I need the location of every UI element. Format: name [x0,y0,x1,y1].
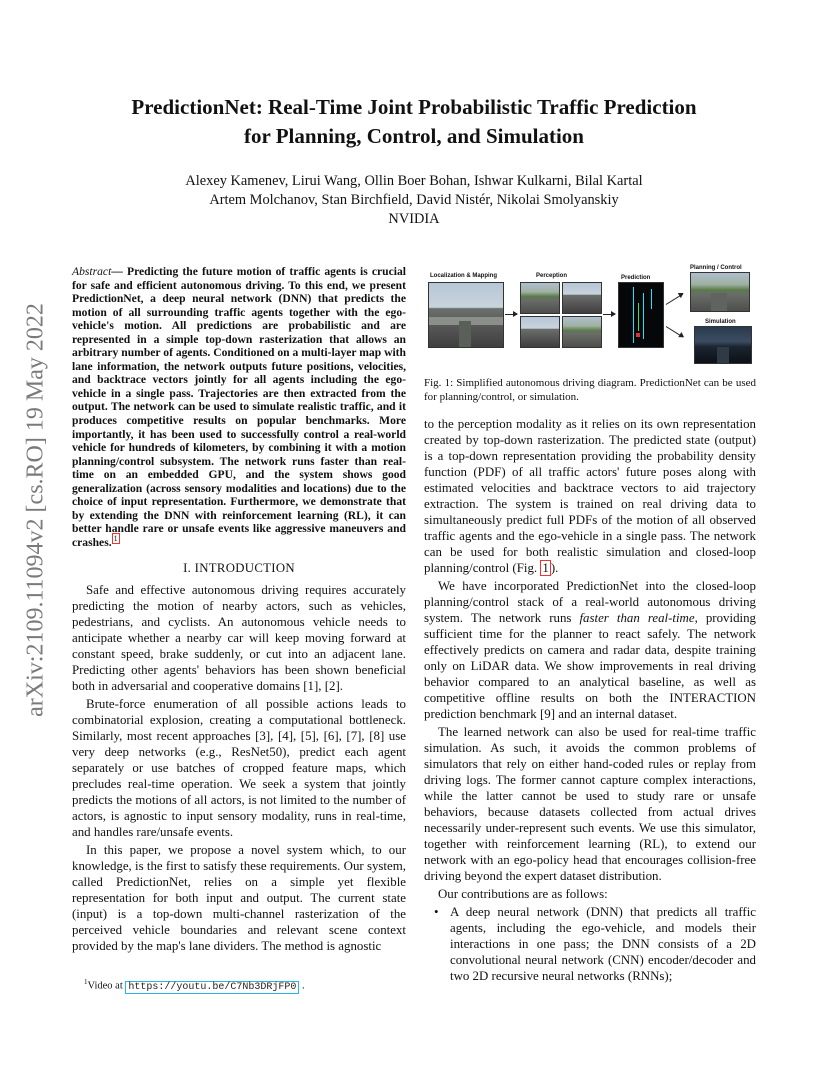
label-simulation: Simulation [705,319,736,325]
perception-image-1 [520,282,560,314]
paper-title [60,93,768,151]
planning-control-image [690,272,750,312]
contribution-1-text: A deep neural network (DNN) that predicts all traffic agents, including the ego-vehicle, and models their interactions in one pass; the DNN consists of a 2D convolutional neural network (CNN) encoder/decoder and two 2D recursive neural networks (RNNs); [450,905,756,983]
arxiv-stamp-text: arXiv:2109.11094v2 [cs.RO] 19 May 2022 [22,303,49,717]
perception-image-4 [562,316,602,348]
footnote-mark: 1 [84,978,88,986]
prediction-trajectory-2 [643,293,644,339]
right-paragraph-1 [424,416,756,576]
right-p1-text: to the perception modality as it relies on its own representation created by top-down rasterization. The predicted state (output) is a top-down representation providing the probability density function (PDF) of all traffic actors' future poses along with estimated velocities and backtrace vectors to aid trajectory extraction. The system is trained on real driving data to simultaneously predict full PDFs of the motion of all observed traffic agents and the ego-vehicle in a single pass. The network can be used for both realistic simulation and closed-loop planning/control (Fig. [424,417,756,575]
footnote-video-link[interactable]: https://youtu.be/C7Nb3DRjFP0 [125,981,299,994]
title-line-2: for Planning, Control, and Simulation [244,124,584,148]
right-column [424,264,756,984]
authors-line-1: Alexey Kamenev, Lirui Wang, Ollin Boer Bohan, Ishwar Kulkarni, Bilal Kartal [185,173,643,189]
footnote-prefix: Video at [87,980,123,992]
abstract-text: Predicting the future motion of traffic agents is crucial for safe and efficient autonomous driving. To this end, we present PredictionNet, a deep neural network (DNN) that predicts the motion of all surrounding traffic agents together with the ego-vehicle's motion. All predictions are probabilistic and are represented in a simple top-down rasterization that allows an arbitrary number of agents. Conditioned on a multi-layer map with lane information, the network outputs future positions, velocities, and backtrace vectors jointly for all agents including the ego-vehicle in a single pass. Trajectories are then extracted from the output. The network can be used to simulate realistic traffic, and it produces competitive results on popular benchmarks. More importantly, it has been used to successfully control a real-world vehicle for hundreds of kilometers, by combining it with a motion planning/control subsystem. The network runs faster than real-time on an embedded GPU, and the system shows good generalization (across sensory modalities and locations) due to the choice of input representation. Furthermore, we demonstrate that by extending the DNN with reinforcement learning (RL), it can better handle rare or unsafe events like aggressive maneuvers and crashes. [72,265,406,549]
label-localization-mapping: Localization & Mapping [430,273,497,279]
authors-line-2: Artem Molchanov, Stan Birchfield, David Nistér, Nikolai Smolyanskiy [209,192,619,208]
left-column [72,265,406,956]
intro-paragraph-1: Safe and effective autonomous driving requires accurately predicting the motion of nearby actors, such as vehicles, pedestrians, and cyclists. An autonomous vehicle needs to anticipate whether a nearby car will keep moving forward at constant speed, brake suddenly, or cut into an adjacent lane. Predicting other agents' behaviors has been shown beneficial both in adversarial and cooperative domains [1], [2]. [72,583,406,694]
section-heading-introduction: I. INTRODUCTION [183,561,295,576]
label-planning-control: Planning / Control [690,265,742,271]
footnote-suffix: . [302,980,305,992]
localization-mapping-image [428,282,504,348]
intro-paragraph-2: Brute-force enumeration of all possible actions leads to combinatorial explosion, creating a computational bottleneck. Similarly, most recent approaches [3], [4], [5], [6], [7], [8] use very deep networks (e.g., ResNet50), predict each agent separately or use batches of cropped feature maps, which precludes real-time operation. We seek a system that jointly predicts the motions of all actors, is not limited to the number of actors, is agnostic to input sensory modality, runs in real-time, and handles rare/unsafe events. [72,697,406,840]
right-p1-end: ). [550,561,559,575]
right-p2-a: We have incorporated PredictionNet into the closed-loop planning/control stack of a real-world autonomous driving system. The network runs [424,579,756,625]
label-prediction: Prediction [621,275,651,281]
abstract-label: Abstract [72,265,112,278]
prediction-agent-marker [636,333,640,337]
localization-lane [459,321,471,347]
prediction-topdown-image [618,282,664,348]
perception-image-2 [562,282,602,314]
right-p2-italic: faster than real-time [579,611,695,625]
right-p2-b: , providing sufficient time for the planner to react safely. The network effectively predicts on camera and radar data, despite training only on LiDAR data. We show improvements in real driving behavior compared to an analytical baseline, as well as competitive offline results on both the INTERACTION prediction benchmark [9] and an internal dataset. [424,611,756,721]
figure-1-ref-link[interactable]: 1 [542,561,549,575]
list-item [424,904,756,984]
footnote [84,978,305,993]
arrow-to-planning [666,293,683,304]
figure-1-caption: Fig. 1: Simplified autonomous driving diagram. PredictionNet can be used for planning/control, or simulation. [424,377,756,403]
arrow-localization-to-perception [505,314,517,315]
simulation-image [694,326,752,364]
footnote-ref-link[interactable]: 1 [113,534,118,544]
arxiv-stamp [24,270,48,750]
right-paragraph-2 [424,578,756,722]
figure-1-diagram [424,264,756,364]
simulation-road [717,347,729,363]
arrow-to-simulation [666,326,683,337]
affiliation: NVIDIA [388,211,440,227]
prediction-trajectory-3 [651,289,652,309]
prediction-trajectory-1 [633,287,634,343]
abstract-dash: — [111,265,123,278]
right-paragraph-3: The learned network can also be used for real-time traffic simulation. As such, it avoids the common problems of simulators that rely on either hand-coded rules or replay from driving logs. The former cannot capture complex interactions, while the latter cannot be used to study rare or unsafe behaviors, because datasets collected from actual drives necessarily under-represent such events. We use this simulator, together with reinforcement learning (RL), to extend our network with an ego-policy head that encourages collision-free driving beyond the expert dataset distribution. [424,725,756,883]
perception-image-3 [520,316,560,348]
planning-road [711,293,727,311]
arrow-perception-to-prediction [603,314,615,315]
abstract [72,265,406,549]
author-block [60,172,768,229]
bullet-marker: • [434,905,439,919]
contributions-list [424,904,756,984]
title-line-1: PredictionNet: Real-Time Joint Probabilistic Traffic Prediction [131,95,697,119]
right-paragraph-4: Our contributions are as follows: [438,887,608,901]
intro-paragraph-3: In this paper, we propose a novel system which, to our knowledge, is the first to satisfy these requirements. Our system, called PredictionNet, relies on a simple yet flexible representation for both input and output. The current state (input) is a top-down multi-channel rasterization of the perceived vehicle boundaries and relevant scene context provided by the map's lane dividers. The method is agnostic [72,843,406,954]
prediction-ego-trajectory [638,303,639,331]
label-perception: Perception [536,273,568,279]
